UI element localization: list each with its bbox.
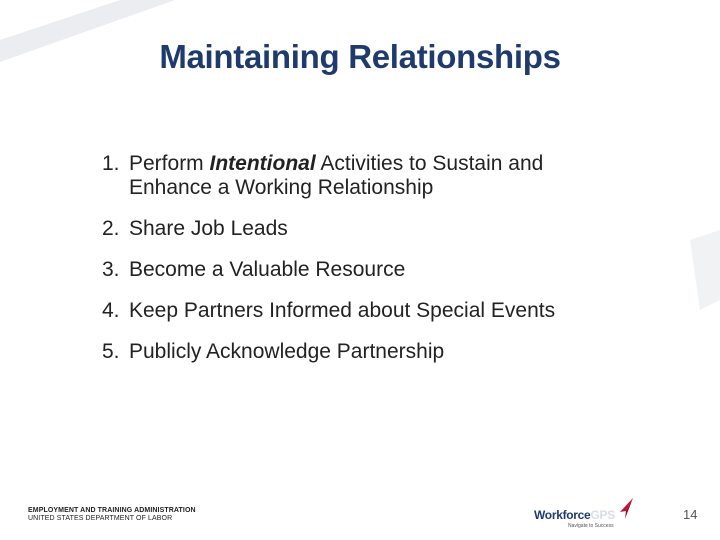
list-item-text: Become a Valuable Resource [129,258,406,281]
list-item-text: Perform [129,152,210,175]
list-item-number: 4. [102,299,120,322]
page-number: 14 [683,507,698,522]
list-item [102,152,622,200]
list-item-emphasis: Intentional [209,152,316,175]
list-item [102,217,622,241]
list-item-number: 3. [102,258,120,281]
list-item-text: Keep Partners Informed about Special Events [129,299,556,322]
list-item-text: Activities to Sustain and Enhance a Working Relationship [129,152,544,199]
slide-title: Maintaining Relationships [159,38,561,75]
list-item-number: 1. [102,152,120,175]
list-item [102,299,622,323]
logo-name: Workforce [534,508,591,522]
agency-name [28,507,196,523]
list-item-number: 5. [102,340,120,363]
list-item-number: 2. [102,217,120,240]
agency-line-1: EMPLOYMENT AND TRAINING ADMINISTRATION [28,507,196,514]
logo-tagline: Navigate to Success [568,523,614,529]
workforce-gps-logo [534,498,634,532]
paper-plane-icon [618,498,634,520]
list-item [102,340,622,364]
logo-wordmark [534,508,615,522]
agency-line-2: UNITED STATES DEPARTMENT OF LABOR [28,515,173,522]
list-item-text: Share Job Leads [129,217,288,240]
logo-suffix: GPS [590,508,615,522]
list-item-text: Publicly Acknowledge Partnership [129,340,445,363]
bullet-list [102,152,622,364]
list-item [102,258,622,282]
